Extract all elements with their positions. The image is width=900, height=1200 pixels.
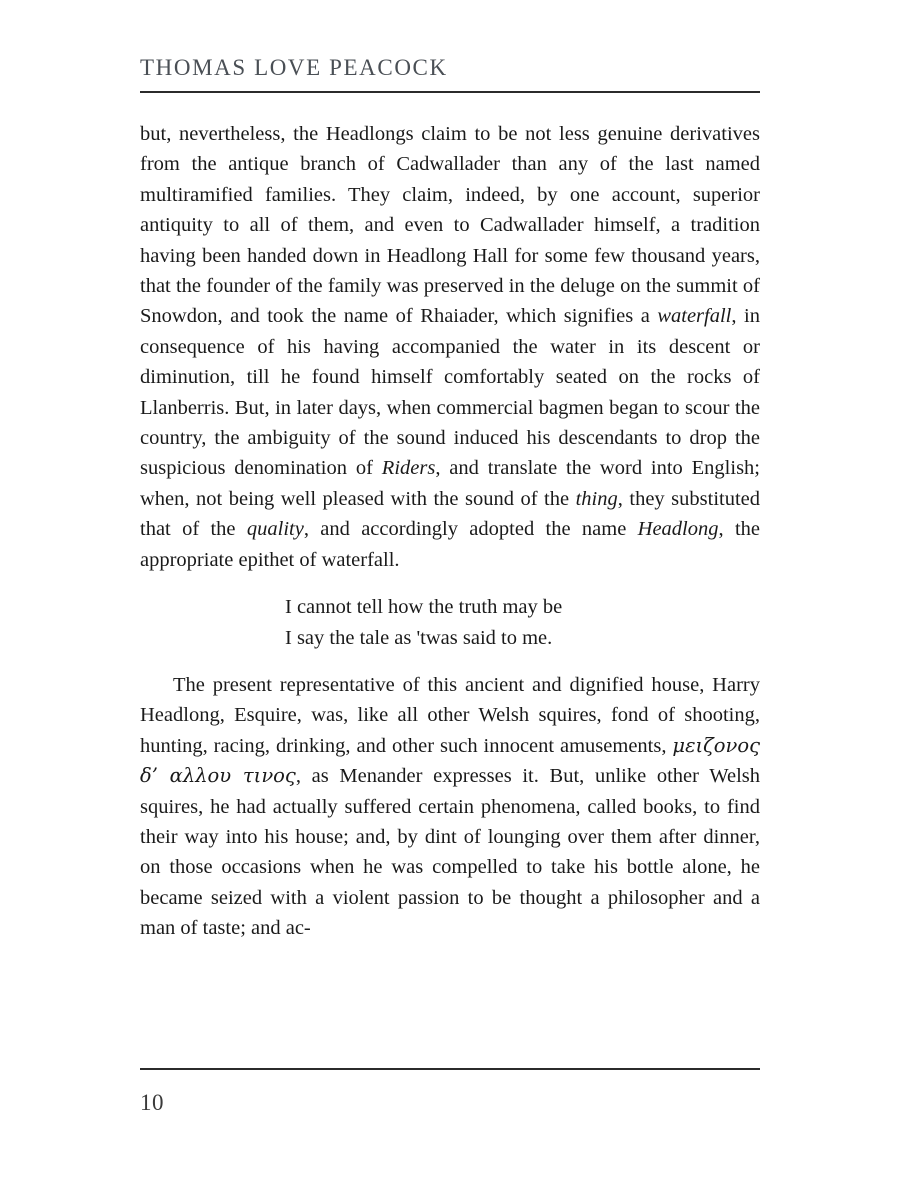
page-content bbox=[140, 55, 760, 944]
paragraph-1-emphasis-headlong: Headlong bbox=[637, 518, 719, 541]
header-rule bbox=[140, 91, 760, 93]
verse-line-2: I say the tale as 'twas said to me. bbox=[285, 626, 553, 649]
paragraph-2-part-a: The present representative of this ancient and dignified house, Harry Headlong, Esquire, was, like all other Welsh squires, fond of shooting, hunting, racing, drinking, and other such innocent amusements, bbox=[140, 673, 760, 757]
verse-block bbox=[140, 592, 760, 653]
paragraph-1-emphasis-waterfall: waterfall bbox=[657, 305, 732, 328]
paragraph-1-part-f: , the appropriate epithet of waterfall. bbox=[140, 518, 761, 571]
running-head: THOMAS LOVE PEACOCK bbox=[140, 55, 448, 80]
paragraph-1-emphasis-quality: quality bbox=[246, 518, 304, 541]
paragraph-continued bbox=[140, 119, 760, 575]
footer-rule bbox=[140, 1068, 760, 1070]
paragraph-2-greek-quotation: μειζονος δ’ αλλου τινος bbox=[140, 733, 760, 788]
paragraph-1-emphasis-riders: Riders bbox=[381, 457, 436, 480]
paragraph-1-part-a: but, nevertheless, the Headlongs claim to be not less genuine derivatives from the antique branch of Cadwallader than any of the last named multiramified families. They claim, indeed, by one account, superior antiquity to all of them, and even to Cadwallader himself, a tradition having been handed down in Headlong Hall for some few thousand years, that the founder of the family was preserved in the deluge on the summit of Snowdon, and took the name of Rhaiader, which signifies a bbox=[140, 123, 760, 328]
verse-line-1: I cannot tell how the truth may be bbox=[285, 596, 563, 619]
paragraph-1-emphasis-thing: thing bbox=[575, 487, 618, 510]
body-text-block bbox=[140, 119, 760, 944]
paragraph-1-part-d: , they substituted that of the bbox=[140, 487, 760, 541]
paragraph-1-part-b: , in consequence of his having accompanied the water in its descent or diminution, till he found himself comfortably seated on the rocks of Llanberris. But, in later days, when commercial bagmen began to scour the country, the ambiguity of the sound induced his descendants to drop the suspicious denomination of bbox=[140, 305, 760, 480]
paragraph-1-part-e: , and accordingly adopted the name bbox=[303, 518, 638, 541]
paragraph-2 bbox=[140, 670, 760, 944]
page-number: 10 bbox=[140, 1090, 164, 1115]
paragraph-1-part-c: , and translate the word into English; when, not being well pleased with the sound of the bbox=[140, 457, 760, 510]
paragraph-2-part-b: , as Menander expresses it. But, unlike other Welsh squires, he had actually suffered certain phenomena, called books, to find their way into his house; and, by dint of lounging over them after dinner, on those occasions when he was compelled to take his bottle alone, he became seized with a violent passion to be thought a philosopher and a man of taste; and ac- bbox=[140, 765, 760, 940]
